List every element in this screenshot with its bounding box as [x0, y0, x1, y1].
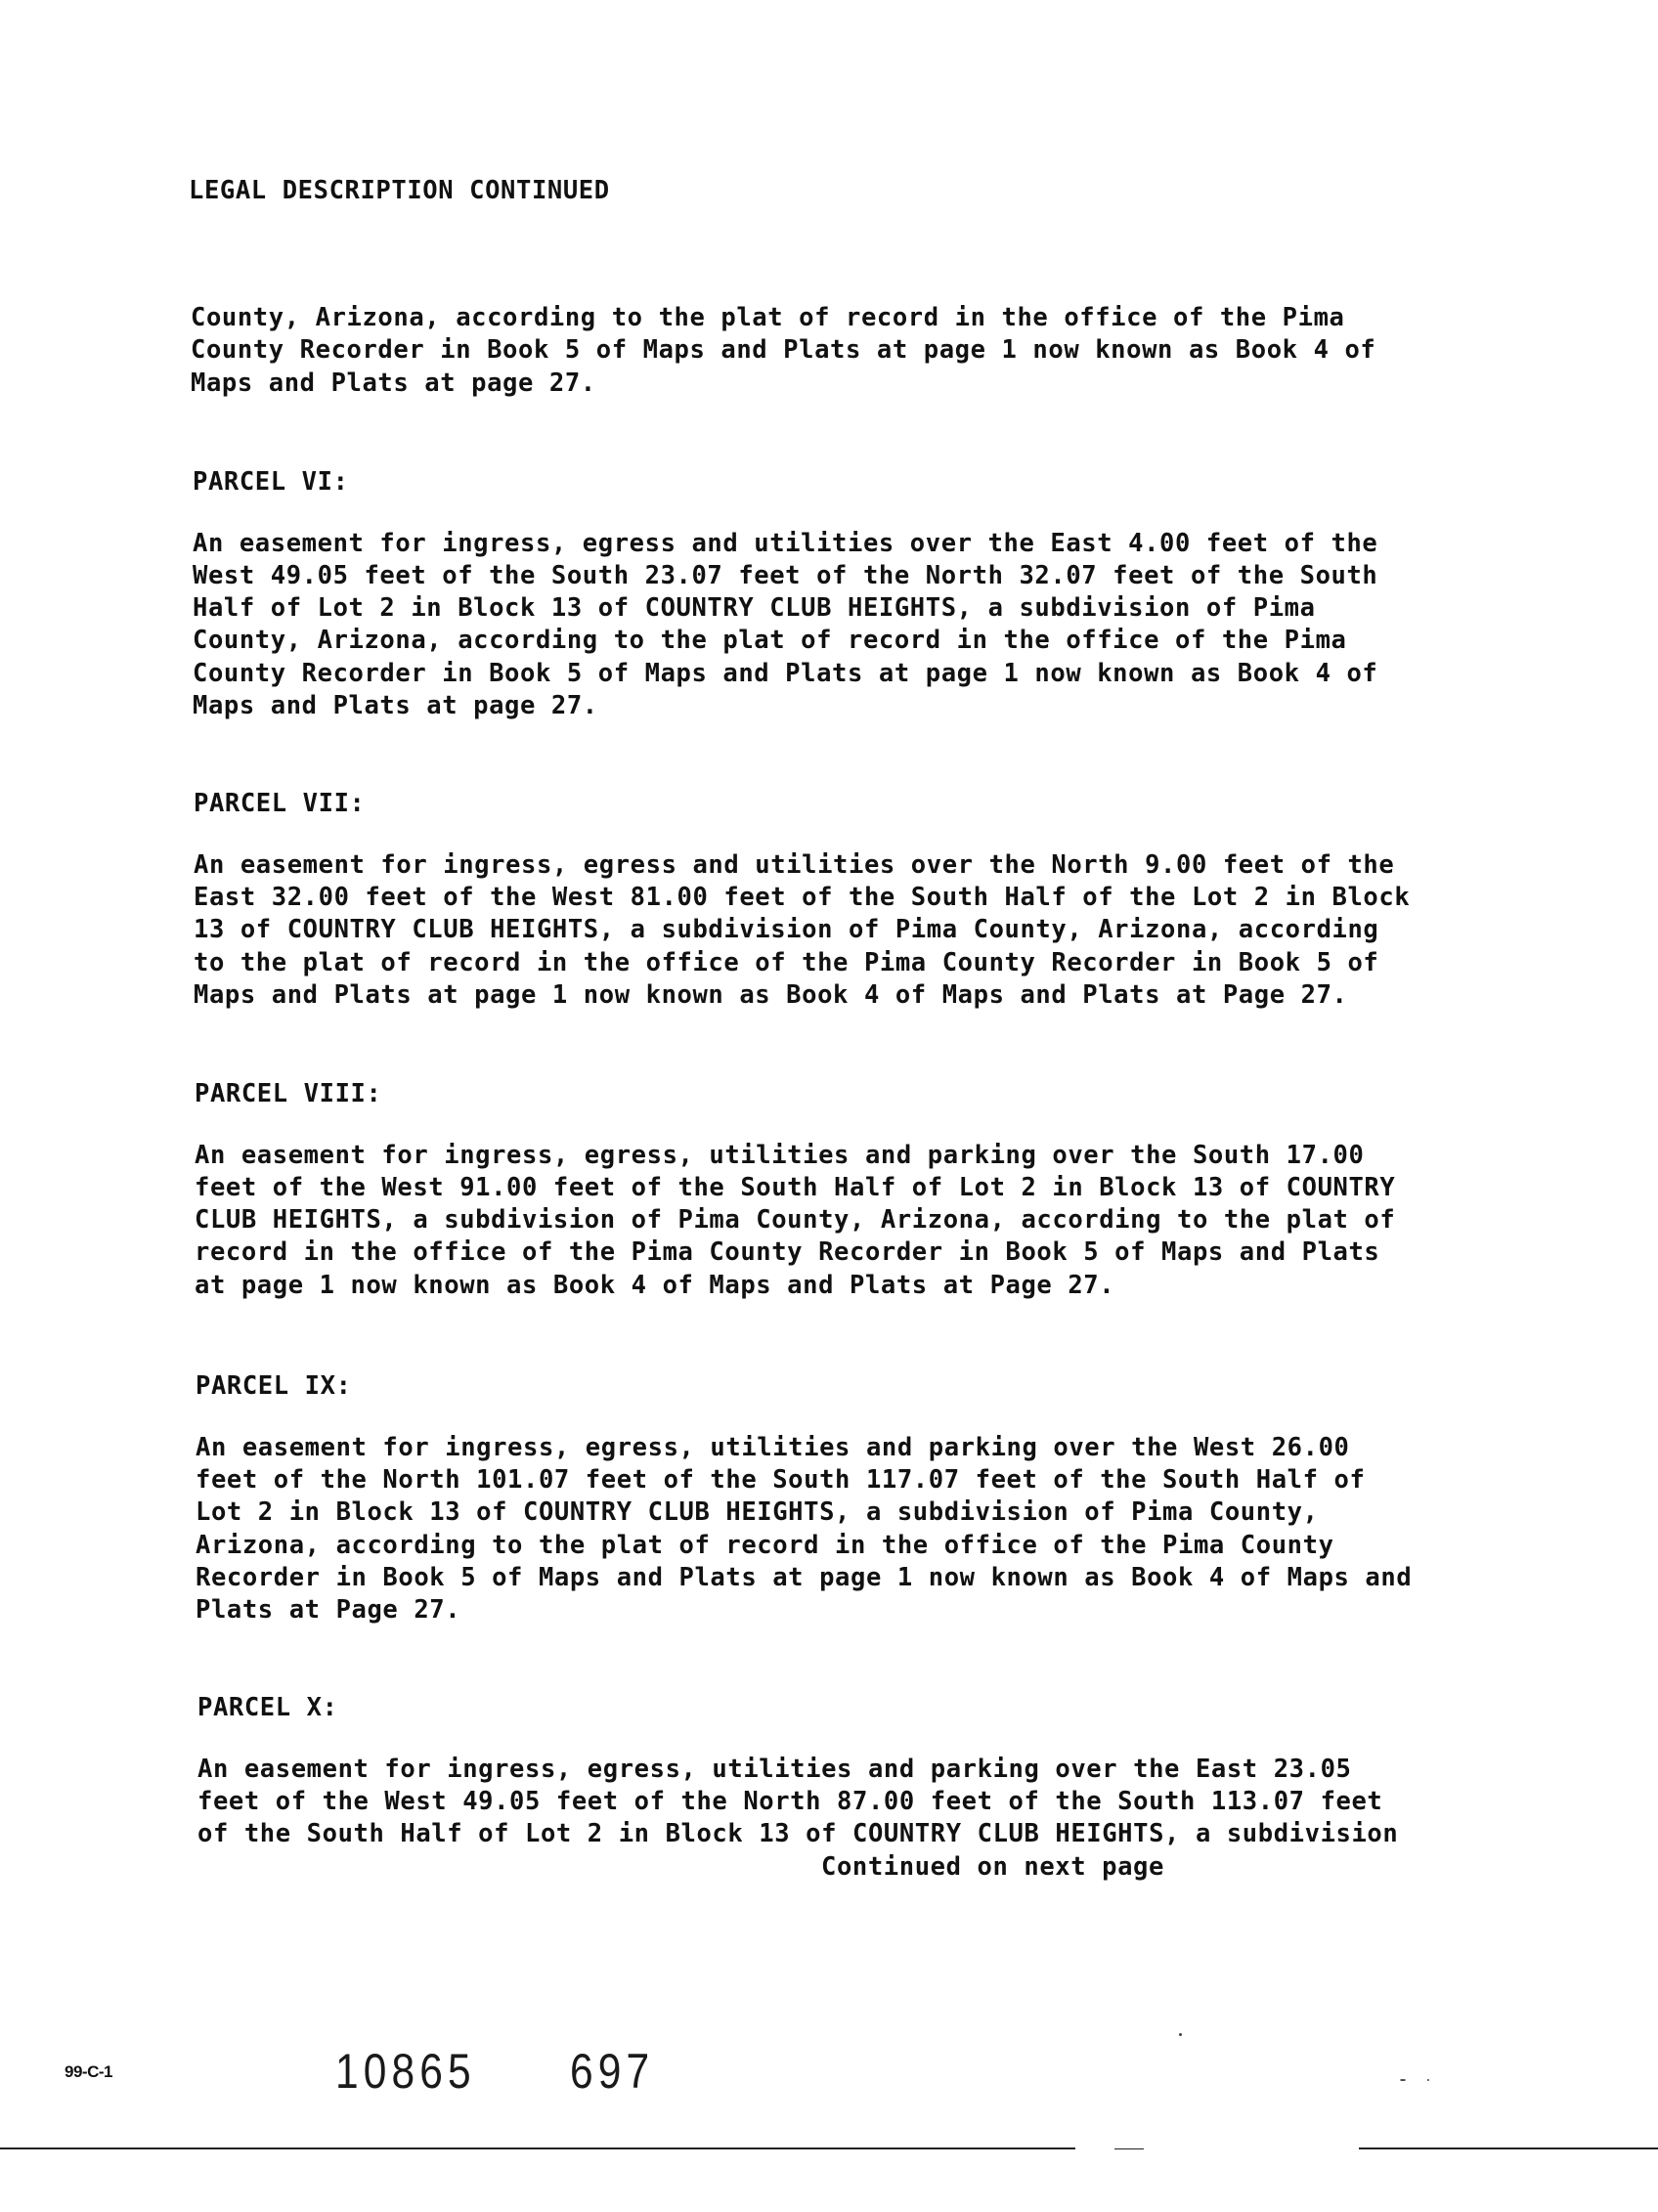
- parcel-heading: PARCEL VIII:: [195, 1079, 382, 1108]
- paragraph-line: Half of Lot 2 in Block 13 of COUNTRY CLUB HEIGHTS, a subdivision of Pima: [193, 593, 1316, 623]
- scan-speck: [1400, 2079, 1406, 2081]
- form-code: 99-C-1: [65, 2062, 112, 2081]
- paragraph-line: Lot 2 in Block 13 of COUNTRY CLUB HEIGHTS, a subdivision of Pima County,: [196, 1497, 1319, 1527]
- paragraph-line: Maps and Plats at page 27.: [191, 369, 596, 398]
- paragraph-line: An easement for ingress, egress, utilities and parking over the West 26.00: [196, 1433, 1350, 1462]
- paragraph-line: to the plat of record in the office of the Pima County Recorder in Book 5 of: [194, 948, 1379, 977]
- paragraph-line: 13 of COUNTRY CLUB HEIGHTS, a subdivision of Pima County, Arizona, according: [194, 915, 1379, 944]
- paragraph-line: Arizona, according to the plat of record in the office of the Pima County: [196, 1531, 1334, 1560]
- paragraph-line: Recorder in Book 5 of Maps and Plats at page 1 now known as Book 4 of Maps and: [196, 1563, 1413, 1592]
- paragraph-line: County, Arizona, according to the plat of record in the office of the Pima: [193, 626, 1347, 655]
- paragraph-line: feet of the North 101.07 feet of the South 117.07 feet of the South Half of: [196, 1465, 1366, 1495]
- paragraph-line: County, Arizona, according to the plat of record in the office of the Pima: [191, 303, 1345, 332]
- bottom-rule: [0, 2147, 1075, 2149]
- paragraph-line: East 32.00 feet of the West 81.00 feet of the South Half of the Lot 2 in Block: [194, 883, 1411, 912]
- paragraph-line: An easement for ingress, egress and utilities over the North 9.00 feet of the: [194, 850, 1395, 880]
- book-number: 10865: [335, 2044, 476, 2099]
- paragraph-line: County Recorder in Book 5 of Maps and Plats at page 1 now known as Book 4 of: [191, 335, 1376, 365]
- paragraph-line: record in the office of the Pima County Recorder in Book 5 of Maps and Plats: [195, 1237, 1380, 1267]
- paragraph-line: Maps and Plats at page 1 now known as Book 4 of Maps and Plats at Page 27.: [194, 980, 1348, 1010]
- continued-note: Continued on next page: [821, 1852, 1164, 1882]
- paragraph-line: West 49.05 feet of the South 23.07 feet of the North 32.07 feet of the South: [193, 561, 1378, 590]
- parcel-heading: PARCEL X:: [197, 1693, 338, 1722]
- section-header: LEGAL DESCRIPTION CONTINUED: [189, 176, 610, 205]
- bottom-rule-fragment: [1114, 2148, 1144, 2149]
- page-number: 697: [570, 2044, 655, 2099]
- paragraph-line: CLUB HEIGHTS, a subdivision of Pima County, Arizona, according to the plat of: [195, 1205, 1396, 1235]
- paragraph-line: at page 1 now known as Book 4 of Maps and Plats at Page 27.: [195, 1271, 1115, 1300]
- paragraph-line: Maps and Plats at page 27.: [193, 691, 598, 720]
- paragraph-line: of the South Half of Lot 2 in Block 13 of COUNTRY CLUB HEIGHTS, a subdivision: [197, 1819, 1399, 1848]
- scan-speck: [1427, 2079, 1429, 2081]
- paragraph-line: An easement for ingress, egress, utilities and parking over the East 23.05: [197, 1755, 1352, 1784]
- paragraph-line: An easement for ingress, egress and utilities over the East 4.00 feet of the: [193, 529, 1378, 558]
- paragraph-line: County Recorder in Book 5 of Maps and Plats at page 1 now known as Book 4 of: [193, 659, 1378, 688]
- scan-speck: [1179, 2033, 1182, 2036]
- parcel-heading: PARCEL IX:: [196, 1371, 352, 1401]
- parcel-heading: PARCEL VI:: [193, 467, 349, 497]
- paragraph-line: feet of the West 49.05 feet of the North 87.00 feet of the South 113.07 feet: [197, 1787, 1383, 1816]
- paragraph-line: An easement for ingress, egress, utilities and parking over the South 17.00: [195, 1141, 1365, 1170]
- paragraph-line: Plats at Page 27.: [196, 1595, 461, 1625]
- bottom-rule-right: [1359, 2147, 1658, 2149]
- parcel-heading: PARCEL VII:: [194, 789, 366, 818]
- paragraph-line: feet of the West 91.00 feet of the South Half of Lot 2 in Block 13 of COUNTRY: [195, 1173, 1396, 1202]
